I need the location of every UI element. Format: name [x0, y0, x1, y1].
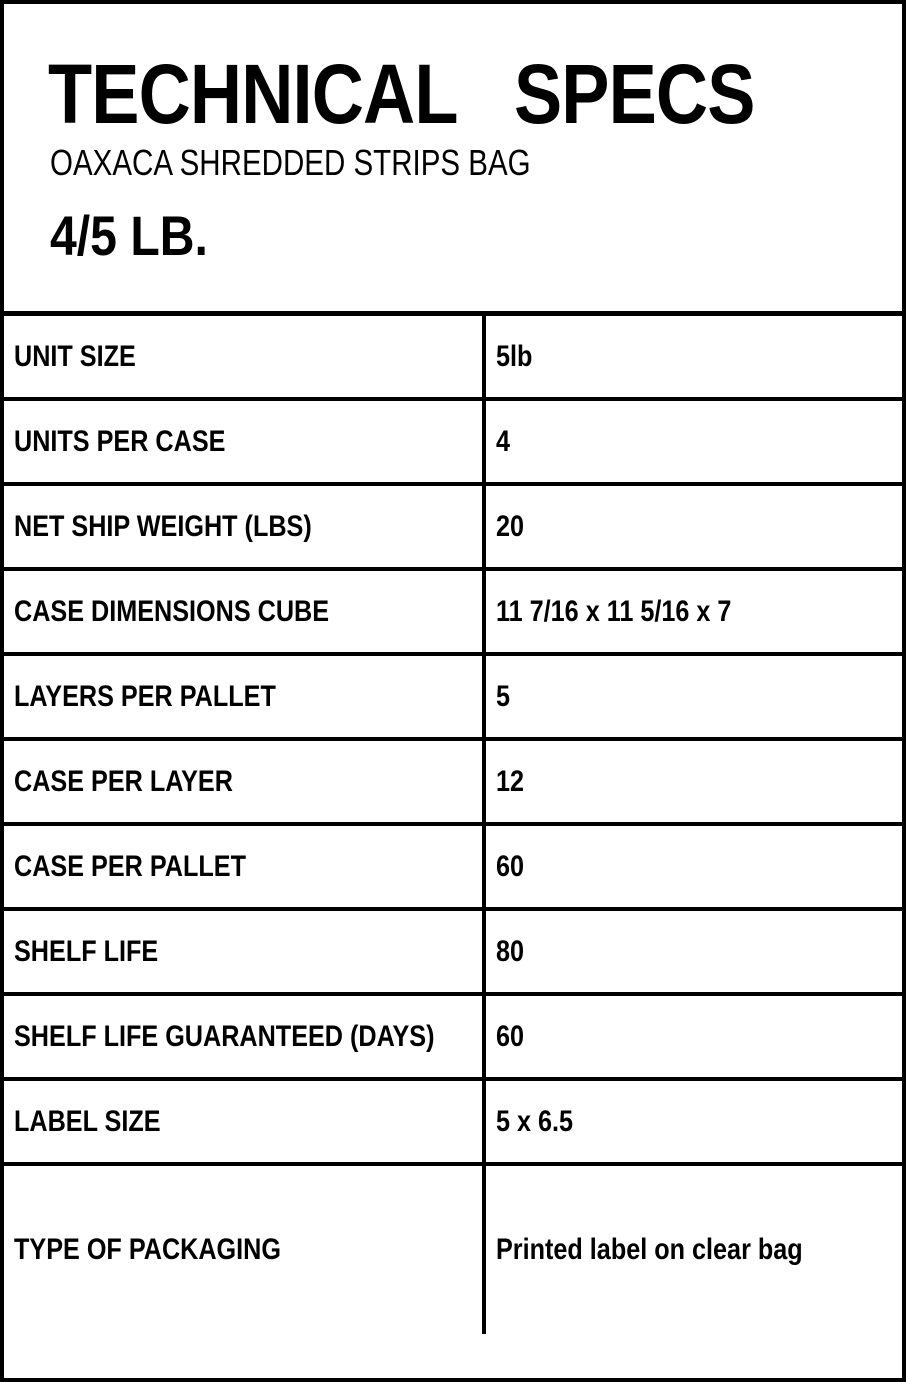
spec-value-cell [484, 824, 902, 909]
spec-label-cell [4, 399, 484, 484]
table-row [4, 399, 902, 484]
spec-label: SHELF LIFE [14, 934, 159, 968]
spec-label-cell [4, 824, 484, 909]
table-row [4, 1164, 902, 1334]
spec-label-cell [4, 739, 484, 824]
spec-value: 11 7/16 x 11 5/16 x 7 [496, 594, 732, 628]
spec-label: UNIT SIZE [14, 339, 136, 373]
spec-label: SHELF LIFE GUARANTEED (DAYS) [14, 1019, 435, 1053]
spec-value-cell [484, 484, 902, 569]
spec-label: TYPE OF PACKAGING [14, 1233, 281, 1266]
spec-value: 4 [496, 424, 511, 458]
spec-value-cell [484, 1079, 902, 1164]
spec-value: 12 [496, 764, 525, 798]
specs-table [4, 316, 902, 1334]
spec-label-cell [4, 654, 484, 739]
table-row [4, 909, 902, 994]
spec-label-cell [4, 1079, 484, 1164]
spec-value-cell [484, 739, 902, 824]
pack-size: 4/5 LB. [50, 204, 208, 267]
spec-value-cell [484, 569, 902, 654]
product-name: OAXACA SHREDDED STRIPS BAG [50, 142, 531, 183]
table-row [4, 569, 902, 654]
spec-value: 5 x 6.5 [496, 1104, 574, 1138]
page-title: TECHNICAL SPECS [48, 47, 755, 141]
spec-value-cell [484, 316, 902, 399]
spec-value: 5 [496, 679, 511, 713]
spec-value: 60 [496, 849, 525, 883]
table-row [4, 654, 902, 739]
table-row [4, 739, 902, 824]
spec-label-cell [4, 1164, 484, 1334]
spec-value-cell [484, 994, 902, 1079]
spec-value: Printed label on clear bag [496, 1233, 803, 1266]
spec-value-cell [484, 399, 902, 484]
spec-label: NET SHIP WEIGHT (LBS) [14, 509, 312, 543]
spec-label: LABEL SIZE [14, 1104, 161, 1138]
spec-value: 60 [496, 1019, 525, 1053]
table-row [4, 994, 902, 1079]
spec-label-cell [4, 484, 484, 569]
spec-label-cell [4, 994, 484, 1079]
spec-label: CASE PER LAYER [14, 764, 233, 798]
spec-header [4, 4, 902, 316]
table-row [4, 1079, 902, 1164]
spec-value: 20 [496, 509, 525, 543]
spec-label: LAYERS PER PALLET [14, 679, 276, 713]
spec-label-cell [4, 569, 484, 654]
spec-label-cell [4, 316, 484, 399]
spec-value-cell [484, 909, 902, 994]
spec-value-cell [484, 1164, 902, 1334]
spec-value: 80 [496, 934, 525, 968]
spec-label: CASE DIMENSIONS CUBE [14, 594, 330, 628]
table-row [4, 316, 902, 399]
spec-value: 5lb [496, 339, 533, 373]
spec-label-cell [4, 909, 484, 994]
table-row [4, 484, 902, 569]
spec-label: CASE PER PALLET [14, 849, 246, 883]
spec-value-cell [484, 654, 902, 739]
spec-label: UNITS PER CASE [14, 424, 226, 458]
table-row [4, 824, 902, 909]
